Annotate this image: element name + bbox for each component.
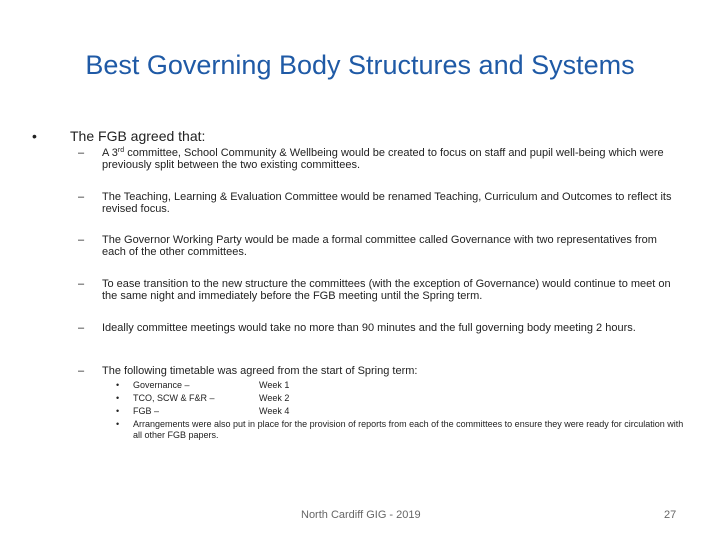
sub-point-text: The Teaching, Learning & Evaluation Committee would be renamed Teaching, Curriculum and Outcomes to reflect its revised focus. (102, 191, 672, 215)
sub-point-text: The Governor Working Party would be made a formal committee called Governance with two representatives from each of the other committees. (102, 234, 657, 258)
sub-point-text: To ease transition to the new structure the committees (with the exception of Governance) would continue to meet on the same night and immediately before the FGB meeting until the Spring term. (102, 278, 671, 302)
dash-marker: – (78, 278, 85, 290)
dash-marker: – (78, 234, 85, 246)
page-number: 27 (664, 509, 677, 521)
dash-marker: – (78, 322, 85, 334)
sub-point-text: The following timetable was agreed from the start of Spring term: (102, 365, 418, 377)
bullet-marker: • (116, 419, 120, 429)
bullet-marker: • (32, 128, 37, 144)
dash-marker: – (78, 191, 85, 203)
dash-marker: – (78, 365, 85, 377)
arrangements-text: Arrangements were also put in place for the provision of reports from each of the committees to ensure they were ready for circulation with all other FGB papers. (133, 419, 684, 440)
timetable-week: Week 1 (259, 380, 290, 390)
main-point-text: The FGB agreed that: (70, 128, 206, 144)
timetable-committee: FGB – (133, 406, 160, 416)
timetable-week: Week 4 (259, 406, 290, 416)
timetable-week: Week 2 (259, 393, 290, 403)
bullet-marker: • (116, 393, 120, 403)
footer-text: North Cardiff GIG - 2019 (301, 509, 421, 521)
timetable-committee: TCO, SCW & F&R – (133, 393, 215, 403)
dash-marker: – (78, 147, 85, 159)
bullet-marker: • (116, 380, 120, 390)
timetable-committee: Governance – (133, 380, 190, 390)
sub-point-text: A 3rd committee, School Community & Wellbeing would be created to focus on staff and pupil well-being which were previously split between the two existing committees. (102, 147, 664, 171)
bullet-marker: • (116, 406, 120, 416)
slide-title: Best Governing Body Structures and Systems (85, 50, 635, 80)
sub-point-text: Ideally committee meetings would take no more than 90 minutes and the full governing body meeting 2 hours. (102, 322, 636, 334)
